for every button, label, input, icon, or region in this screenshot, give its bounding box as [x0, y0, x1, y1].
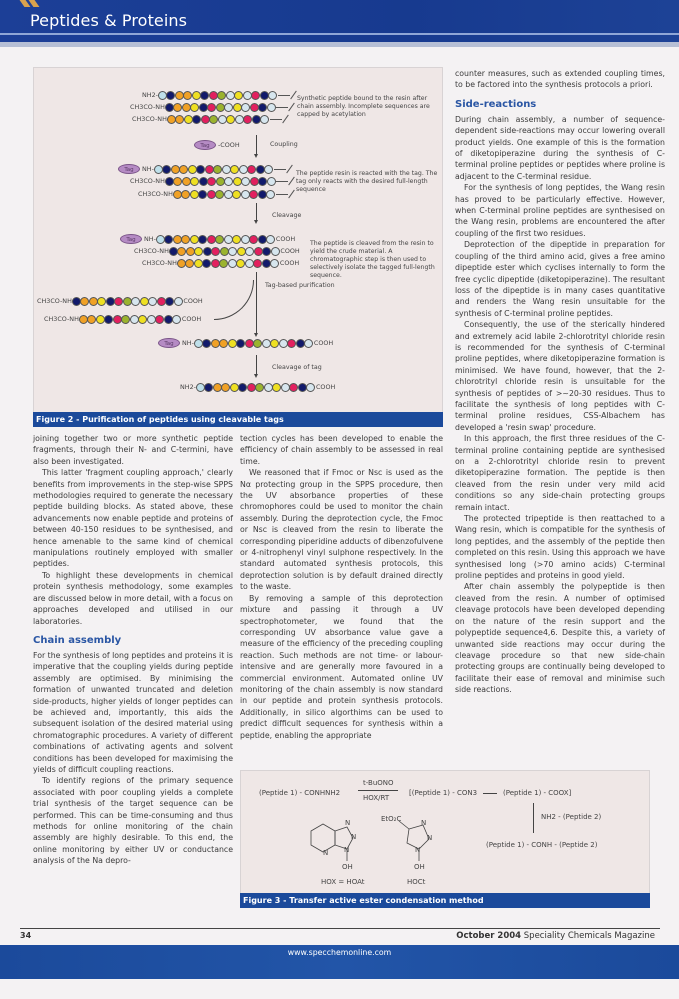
peptide-chain — [158, 338, 333, 348]
publication-line — [456, 931, 655, 941]
chain-label: CH3CO-NH — [37, 297, 72, 305]
chain-label: NH- — [182, 339, 194, 347]
chain-terminus: COOH — [181, 315, 202, 323]
resin-icon — [274, 169, 286, 170]
svg-text:N: N — [427, 834, 433, 842]
reagent-cooh: -COOH — [218, 141, 240, 149]
paragraph: To highlight these developments in chemical protein synthesis methodology, some examples are discussed below in more detail, with a focus on approaches developed and utilised in our laboratories. — [33, 570, 233, 626]
magazine-logo-icon — [22, 0, 48, 6]
amino-acid-bead-icon — [264, 165, 273, 174]
chain-terminus: COOH — [183, 297, 203, 305]
amino-acid-bead-icon — [267, 177, 276, 186]
amino-acid-bead-icon — [306, 383, 315, 392]
figure-2 — [33, 67, 443, 427]
peptide-chain — [37, 296, 203, 306]
figure-3-caption: Figure 3 - Transfer active ester condensation method — [240, 893, 650, 908]
chain-label: NH- — [144, 235, 156, 243]
footer-divider — [20, 928, 660, 929]
reaction-arrow — [358, 790, 398, 791]
paragraph: In this approach, the first three residues of the C-terminal proline containing peptide are synthesised on a 2-chlorotrityl chloride resin to prevent diketopiperazine formation. The peptide is then cleaved from the resin under very mild acid conditions so any side-chain protecting groups remain intact. — [455, 434, 665, 512]
tag-icon: Tag — [120, 234, 142, 244]
chain-label: CH3CO-NH — [142, 259, 177, 267]
header-divider — [0, 33, 679, 35]
paragraph: To identify regions of the primary sequence associated with poor coupling yields a complete trial synthesis of the target sequence can be performed. This can be time-consuming and thus methods for online monitoring of the chain assembly are highly desirable. To this end, the online monitoring by either UV or conductance analysis of the Na depro- — [33, 776, 233, 866]
paragraph: During chain assembly, a number of sequence-dependent side-reactions may occur lowering overall product yields. One example of this is the formation of diketopiperazine during the synthesis of C-terminal proline peptides or peptides where proline is adjacent to the C-terminal residue. — [455, 114, 665, 181]
resin-icon — [276, 194, 288, 195]
paragraph: Deprotection of the dipeptide in preparation for coupling of the third amino acid, gives a free amino dipeptide ester which cyclises internally to form the free cyclic dipeptide (diketopiperazine). The resultant loss of the dipeptide is in many cases quantitative and renders the Wang resin unsuitable for the synthesis of C-terminal proline peptides. — [455, 240, 665, 318]
hoat-hoct-structures-icon — [301, 811, 451, 886]
paragraph: We reasoned that if Fmoc or Nsc is used as the Nα protecting group in the SPPS procedure, then the UV absorbance properties of these chromophores could be used to monitor the chain assembly. During the deprotection cycle, the Fmoc or Nsc is cleaved from the resin to liberate the corresponding piperidine adducts of dibenzofulvene or 4-nitrophenyl vinyl sulphone respectively. In the standard automated synthesis protocols, this deprotection solution is by default drained directly to the waste. — [240, 468, 443, 592]
paragraph: For the synthesis of long peptides, the Wang resin has proved to be particularly effective. However, when C-terminal proline peptides are synthesised on the Wang resin, problems are encountered the after coupling of the first two residues. — [455, 183, 665, 238]
stage-2-note: The peptide resin is reacted with the tag. The tag only reacts with the desired full-length sequence — [296, 170, 438, 193]
resin-icon — [278, 95, 290, 96]
paragraph: For the synthesis of long peptides and proteins it is imperative that the coupling yields during peptide assembly are optimised. By minimising the formation of unwanted truncated and deletion side-products, higher yields of longer peptides can be achieved and, importantly, this aids the subsequent isolation of the desired material using chromatographic procedures. A variety of different combinations of activating agents and solvent conditions has been developed for maximising the yields of difficult coupling reactions. — [33, 650, 233, 774]
article-column-1 — [33, 433, 233, 867]
chain-label: CH3CO-NH — [130, 177, 165, 185]
article-column-3 — [455, 68, 665, 696]
arrow-down-icon — [256, 203, 257, 221]
product: (Peptide 1) - CONH - (Peptide 2) — [486, 841, 598, 849]
peptide-chain — [118, 164, 286, 174]
chain-label: CH3CO-NH — [138, 190, 173, 198]
amino-acid-bead-icon — [172, 315, 181, 324]
tag-reagent — [194, 140, 240, 150]
heading-chain-assembly: Chain assembly — [33, 634, 122, 646]
amino-acid-bead-icon — [266, 190, 275, 199]
paragraph: The protected tripeptide is then reattached to a Wang resin, which is compatible for the synthesis of long peptides, and the assembly of the peptide then completed on this resin. Using this approach we have synthesised long (>70 amino acids) C-terminal proline peptides and proteins in good yield. — [455, 514, 665, 581]
step-cleavage: Cleavage — [272, 212, 302, 219]
reagent-top: t-BuONO — [363, 779, 394, 787]
peptide-chain — [142, 90, 290, 100]
chain-label: CH3CO-NH — [130, 103, 165, 111]
heading-side-reactions: Side-reactions — [455, 98, 537, 110]
chain-terminus: COOH — [279, 259, 300, 267]
magazine-name: Speciality Chemicals Magazine — [523, 931, 655, 941]
paragraph: Consequently, the use of the sterically hindered and extremely acid labile 2-chlorotrityl chloride resin is recommended for the synthesis of C-terminal proline peptides, where diketopiperazine formation is minimised. We have found, however, that the 2-chlorotrityl chloride resin is unsuitable for the synthesis of peptides of >~20-30 residues. Thus to facilitate the synthesis of long peptides with C-terminal proline residues, CSS-Albachem has developed a 'resin swap' procedure. — [455, 320, 665, 432]
chain-label: CH3CO-NH — [132, 115, 167, 123]
amino-acid-bead-icon — [270, 259, 279, 268]
website-link[interactable]: www.specchemonline.com — [287, 948, 392, 957]
hoct-label: HOCt — [407, 878, 426, 886]
paragraph: tection cycles has been developed to enable the efficiency of chain assembly to be assessed in real time. — [240, 434, 443, 466]
resin-icon — [270, 119, 282, 120]
peptide-chain — [180, 382, 335, 392]
step-tag-cleavage: Cleavage of tag — [272, 364, 322, 371]
tag-icon: Tag — [158, 338, 180, 348]
arrow-curved-icon — [214, 280, 254, 320]
amine-reagent: NH2 - (Peptide 2) — [541, 813, 602, 821]
peptide-chain — [130, 176, 288, 186]
stage-3-note: The peptide is cleaved from the resin to yield the crude material. A chromatographic step is then used to selectively isolate the tagged full-length sequence. — [310, 240, 435, 279]
paragraph: After chain assembly the polypeptide is then cleaved from the resin. A number of optimised cleavage protocols have been developed depending on the nature of the resin support and the polypeptide sequence4,6. Despite this, a variety of unwanted side reactions may occur during the cleavage procedure so that new side-chain protecting groups are continually being developed to facilitate their ease of removal and minimise such side reactions. — [455, 582, 665, 695]
amino-acid-bead-icon — [266, 235, 275, 244]
active-ester: (Peptide 1) - COOX] — [503, 789, 572, 797]
reaction-arrow — [483, 793, 497, 794]
step-coupling: Coupling — [270, 141, 298, 148]
paragraph: By removing a sample of this deprotection mixture and passing it through a UV spectrophotometer, we found that the corresponding UV absorbance value gave a measure of the efficiency of the preceding coupling reaction. Such methods are not time- or labour-intensive and are generally more favoured in a commercial environment. Automated online UV monitoring of the chain assembly is now standard in our peptide and protein synthesis protocols. Additionally, in silico algorthims can be used to predict difficult sequences for synthesis within a peptide, enabling the appropriate — [240, 593, 443, 740]
chain-label: NH2- — [180, 383, 196, 391]
chain-label: NH- — [142, 165, 154, 173]
amino-acid-bead-icon — [174, 297, 183, 306]
figure-3 — [240, 770, 650, 907]
oh-label: OH — [342, 863, 353, 871]
peptide-chain — [138, 189, 288, 199]
page-number: 34 — [20, 931, 32, 940]
svg-text:N: N — [421, 819, 427, 827]
chain-terminus: COOH — [315, 383, 336, 391]
resin-icon — [276, 107, 288, 108]
article-column-2 — [240, 433, 443, 741]
svg-text:OH: OH — [414, 863, 425, 871]
peptide-chain — [120, 234, 295, 244]
amino-acid-bead-icon — [267, 103, 276, 112]
hoat-label: HOX = HOAt — [321, 878, 365, 886]
figure-2-caption: Figure 2 - Purification of peptides using cleavable tags — [33, 412, 443, 427]
svg-text:N: N — [351, 833, 357, 841]
arrow-down-icon — [256, 135, 257, 155]
tag-icon: Tag — [118, 164, 140, 174]
paragraph: This latter 'fragment coupling approach,' clearly benefits from improvements in the step-wise SPPS methodologies required to generate the necessary peptide building blocks. As stated above, these advancements now enable peptide and proteins of between 40-150 residues to be synthesised, and hence amenable to the same kind of chemical manipulations routinely employed with smaller peptides. — [33, 468, 233, 569]
reagent-bottom: HOX/RT — [363, 794, 390, 802]
section-header — [0, 0, 679, 42]
reaction-arrow-down — [533, 803, 534, 833]
reactant-hydrazide: (Peptide 1) - CONHNH2 — [259, 789, 341, 797]
paragraph: joining together two or more synthetic peptide fragments, through their N- and C-termini, have also been investigated. — [33, 434, 233, 466]
chain-terminus: COOH — [313, 339, 334, 347]
svg-text:N: N — [344, 846, 350, 854]
azide-intermediate: [(Peptide 1) - CON3 — [409, 789, 478, 797]
peptide-chain — [132, 114, 282, 124]
chain-label: CH3CO-NH — [134, 247, 169, 255]
svg-text:N: N — [323, 849, 329, 857]
resin-icon — [276, 181, 288, 182]
stage-1-note: Synthetic peptide bound to the resin after chain assembly. Incomplete sequences are capped by acetylation — [297, 95, 430, 118]
chain-label: NH2- — [142, 91, 158, 99]
amino-acid-bead-icon — [271, 247, 280, 256]
step-purification: Tag-based purification — [265, 282, 335, 289]
chain-terminus: COOH — [275, 235, 296, 243]
header-band — [0, 42, 679, 47]
paragraph: counter measures, such as extended coupling times, to be factored into the synthesis protocols a priori. — [455, 69, 665, 90]
issue-date: October 2004 — [456, 931, 522, 941]
amino-acid-bead-icon — [268, 91, 277, 100]
amino-acid-bead-icon — [304, 339, 313, 348]
peptide-chain — [44, 314, 201, 324]
tag-icon: Tag — [194, 140, 216, 150]
peptide-chain — [130, 102, 288, 112]
svg-text:N: N — [345, 819, 351, 827]
arrow-down-icon — [256, 355, 257, 375]
svg-text:N: N — [415, 846, 421, 854]
section-title: Peptides & Proteins — [30, 11, 188, 30]
arrow-down-icon — [256, 272, 257, 334]
peptide-chain — [142, 258, 299, 268]
svg-text:EtO₂C: EtO₂C — [381, 815, 402, 823]
chain-terminus: COOH — [280, 247, 300, 255]
amino-acid-bead-icon — [260, 115, 269, 124]
peptide-chain — [134, 246, 300, 256]
chain-label: CH3CO-NH — [44, 315, 79, 323]
